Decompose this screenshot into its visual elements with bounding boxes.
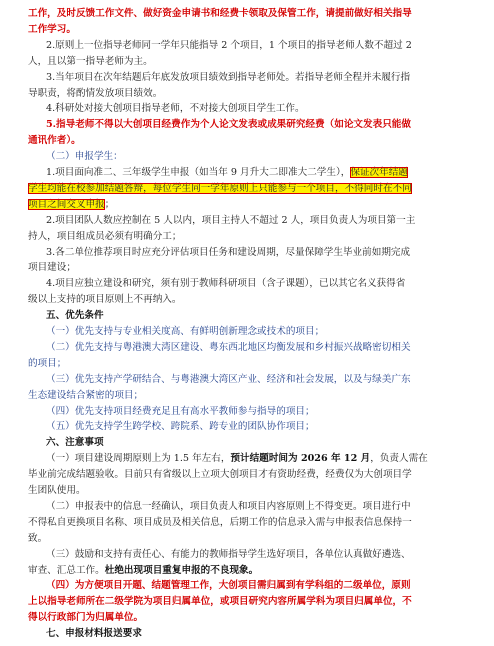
- line-tail: ；: [104, 198, 115, 210]
- text-line: [46, 578, 411, 593]
- text-line: [28, 515, 412, 530]
- text-line: [46, 547, 411, 562]
- text-line: [28, 356, 66, 371]
- line-text: 生团队使用。: [28, 485, 86, 496]
- text-line: [28, 54, 153, 69]
- text-line: [28, 181, 412, 196]
- highlighted-text: 学生均能在校参加结题答辩，每位学生同一学年原则上只能参与一个项目，不得同时在不同: [28, 182, 412, 194]
- text-line: [46, 101, 305, 116]
- text-line: [28, 610, 143, 625]
- text-line: [28, 6, 412, 21]
- line-text: 生态建设结合紧密的项目；: [28, 389, 144, 401]
- line-text: 七、申报材料报送要求: [46, 628, 142, 640]
- text-line: [28, 467, 412, 482]
- line-text: 工作，及时反馈工作文件、做好资金申请书和经费卡领取及保管工作，请提前做好相关指导: [28, 8, 412, 19]
- text-line: [46, 245, 410, 260]
- text-line: [46, 213, 415, 228]
- line-text: 导职责，将酌情发放项目绩效。: [28, 87, 163, 99]
- text-line: [28, 260, 76, 275]
- line-text: 毕业前完成结题验收。目前只有省级以上立项大创项目才有资助经费，经费仅为大创项目学: [28, 469, 412, 481]
- line-text: 5.指导老师不得以大创项目经费作为个人论文发表或成果研究经费（如论文发表只能做: [46, 119, 411, 131]
- line-text: 3.各二单位推荐项目时应充分评估项目任务和建设周期，尽量保障学生毕业前如期完成: [46, 246, 411, 258]
- line-text: 工作学习。: [28, 23, 76, 35]
- line-text: （三）鼓励和支持有责任心、有能力的教师指导学生选好项目，各单位认真做好遴选、: [46, 548, 411, 560]
- line-text: 的项目；: [28, 357, 67, 369]
- line-text: 3.当年项目在次年结题后年底发放项目绩效到指导老师处。若指导老师全程并未履行指: [46, 71, 411, 83]
- text-line: [28, 292, 182, 307]
- line-text: 致。: [28, 532, 48, 544]
- line-text: 通讯作者）。: [28, 135, 81, 147]
- text-line: [46, 626, 142, 641]
- line-text: （二）优先支持与粤港澳大湾区建设、粤东西北地区均衡发展和乡村振兴战略密切相关: [46, 341, 411, 353]
- line-text: 六、注意事项: [46, 437, 104, 449]
- text-line: [46, 276, 405, 291]
- bold-emphasis: 预计结题时间为 2026 年 12 月: [230, 453, 371, 465]
- line-text: （四）为方便项目开题、结题管理工作，大创项目需归属到有学科组的二级单位，原则: [46, 580, 411, 592]
- highlighted-text: 保证次年结题: [350, 167, 408, 178]
- line-text: （一）项目建设周期原则上为 1.5 年左右，: [46, 453, 231, 465]
- text-line: [46, 165, 408, 180]
- highlighted-text: 项目之间交叉申报: [28, 198, 105, 210]
- text-line: [28, 197, 114, 212]
- text-line: [46, 38, 412, 53]
- text-line: [46, 117, 411, 132]
- text-line: [46, 404, 315, 419]
- line-text: （二）申报学生：: [46, 151, 123, 163]
- text-line: [46, 435, 104, 450]
- text-line: [28, 594, 412, 609]
- line-text: 上以指导老师所在二级学院为项目归属单位，或项目研究内容所属学科为项目归属单位，不: [28, 596, 412, 608]
- text-line: [28, 229, 182, 244]
- text-line: [46, 149, 123, 164]
- line-text: （三）优先支持产学研结合、与粤港澳大湾区产业、经济和社会发展，以及与绿美广东: [46, 373, 411, 385]
- text-line: [46, 451, 428, 466]
- bold-emphasis: 杜绝出现项目重复申报的不良现象。: [104, 564, 259, 576]
- line-text: （四）优先支持项目经费充足且有高水平教师参与指导的项目；: [46, 405, 315, 417]
- text-line: [28, 22, 76, 37]
- line-text: （一）优先支持与专业相关度高、有鲜明创新理念或技术的项目；: [46, 326, 325, 337]
- text-line: [46, 70, 410, 85]
- line-text: 1.项目面向准二、三年级学生申报（如当年 9 月升大二即准大二学生），: [46, 167, 351, 178]
- text-line: [28, 563, 258, 578]
- line-text: 持人，项目组成员必须有明确分工；: [28, 230, 182, 242]
- line-text: 得以行政部门为归属单位。: [28, 612, 144, 624]
- text-line: [28, 388, 143, 403]
- line-text: 级以上支持的项目原则上不再纳入。: [28, 294, 182, 306]
- line-text: 2.原则上一位指导老师同一学年只能指导 2 个项目，1 个项目的指导老师人数不超过 2: [46, 39, 412, 51]
- text-line: [46, 419, 315, 434]
- text-line: [28, 86, 162, 101]
- text-line: [46, 308, 104, 323]
- text-line: [46, 324, 324, 339]
- text-line: [28, 133, 81, 148]
- line-text: 五、优先条件: [46, 310, 104, 322]
- line-text: 不得私自更换项目名称、项目成员及相关信息，后期工作的信息录入需与申报表信息保持一: [28, 516, 412, 528]
- text-line: [46, 372, 411, 387]
- line-text: （二）申报表中的信息一经确认，项目负责人和项目内容原则上不得变更。项目进行中: [46, 500, 411, 512]
- line-text: 4.项目应独立建设和研究，须有别于教师科研项目（含子课题），已以其它名义获得省: [46, 278, 406, 290]
- line-text: 2.项目团队人数应控制在 5 人以内，项目主持人不超过 2 人，项目负责人为项目第一主: [46, 214, 416, 226]
- line-text: （五）优先支持学生跨学校、跨院系、跨专业的团队协作项目；: [46, 421, 315, 433]
- text-line: [46, 340, 411, 355]
- line-tail: ，负责人需在: [370, 453, 428, 465]
- line-text: 人，且以第一指导老师为主。: [28, 55, 153, 67]
- text-line: [28, 531, 47, 546]
- text-line: [46, 499, 411, 514]
- line-text: 项目建设；: [28, 262, 76, 274]
- text-line: [28, 483, 86, 498]
- line-text: 审查、汇总工作。: [28, 564, 105, 576]
- line-text: 4.科研处对接大创项目指导老师，不对接大创项目学生工作。: [46, 103, 305, 115]
